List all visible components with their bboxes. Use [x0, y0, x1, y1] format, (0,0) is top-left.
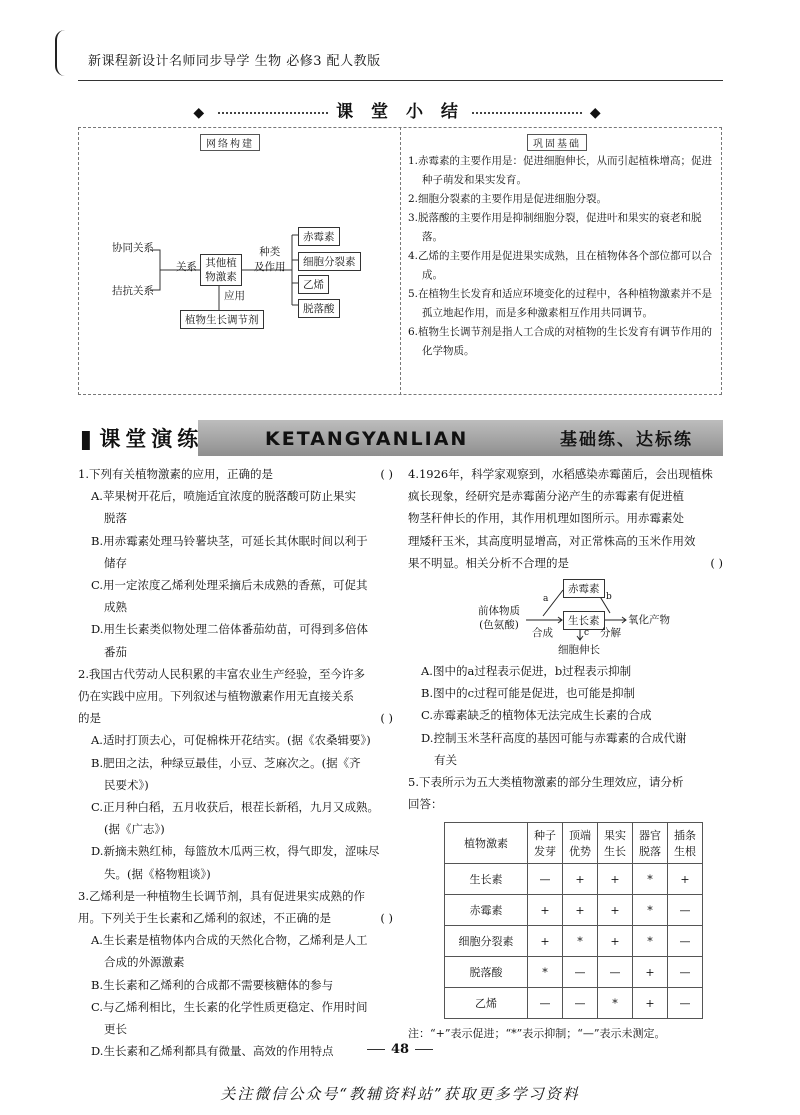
- option-c-cont: 更长: [104, 1022, 127, 1037]
- stem-text: 用。下列关于生长素和乙烯利的叙述，不正确的是: [78, 911, 331, 926]
- table-row: [445, 988, 703, 1019]
- table-cell: +: [598, 926, 633, 957]
- summary-point: 1.赤霉素的主要作用是：促进细胞伸长，从而引起植株增高；促进种子萌发和果实发育。: [408, 155, 713, 186]
- header-line: 器官: [639, 829, 661, 842]
- option-c: C.赤霉素缺乏的植物体无法完成生长素的合成: [421, 708, 652, 723]
- row-header: 细胞分裂素: [445, 926, 528, 957]
- process-c-label: c: [584, 628, 590, 638]
- option-d: D.生长素和乙烯利都具有微量、高效的作用特点: [91, 1044, 334, 1059]
- option-a-cont: 合成的外源激素: [104, 955, 185, 970]
- page-number-text: 48: [390, 1042, 410, 1057]
- table-cell: +: [598, 864, 633, 895]
- option-c: C.正月种白稻，五月收获后，根茬长新稻，九月又成熟。: [91, 800, 380, 815]
- header-line: 插条: [674, 829, 696, 842]
- summary-point: 3.脱落酸的主要作用是抑制细胞分裂，促进叶和果实的衰老和脱落。: [408, 212, 702, 243]
- table-cell: —: [668, 895, 703, 926]
- cytokinin-box: 细胞分裂素: [298, 252, 361, 271]
- table-cell: *: [563, 926, 598, 957]
- answer-paren: ( ): [380, 911, 393, 926]
- table-row: [445, 926, 703, 957]
- ethylene-box: 乙烯: [298, 275, 329, 294]
- question-2: [78, 663, 393, 885]
- header-line: 优势: [569, 845, 591, 858]
- elongation-node: 细胞伸长: [558, 644, 600, 656]
- question-stem: 2.我国古代劳动人民积累的丰富农业生产经验，至今许多: [78, 666, 365, 681]
- regulator-box: 植物生长调节剂: [180, 310, 264, 329]
- header-line: 生长: [604, 845, 626, 858]
- table-corner: 植物激素: [445, 823, 528, 864]
- question-3: [78, 885, 393, 1063]
- table-cell: +: [633, 988, 668, 1019]
- option-b: B.用赤霉素处理马铃薯块茎，可延长其休眠时间以利于: [91, 533, 368, 548]
- question-4-stem-cont: 疯长现象，经研究是赤霉菌分泌产生的赤霉素有促进植: [408, 489, 684, 504]
- header-line: 顶端: [569, 829, 591, 842]
- option-c-cont: 成熟: [104, 600, 127, 615]
- precursor-line-2: (色氨酸): [479, 619, 519, 631]
- answer-paren: ( ): [380, 467, 393, 481]
- option-d-cont: 有关: [434, 752, 457, 767]
- option-a-cont: 脱落: [104, 511, 127, 526]
- summary-divider: [400, 127, 401, 395]
- header-line: 脱落: [639, 845, 661, 858]
- question-stem-cont: 仍在实践中应用。下列叙述与植物激素作用无直接关系: [78, 689, 354, 704]
- table-header: [633, 823, 668, 864]
- table-cell: +: [598, 895, 633, 926]
- row-header: 赤霉素: [445, 895, 528, 926]
- practice-subtitle: 基础练、达标练: [560, 430, 693, 450]
- question-4-options: [408, 660, 723, 815]
- question-5-stem-cont: 回答：: [408, 797, 443, 812]
- row-header: 脱落酸: [445, 957, 528, 988]
- types-label: [254, 245, 286, 275]
- table-cell: —: [528, 988, 563, 1019]
- table-cell: —: [563, 957, 598, 988]
- basics-tag: 巩固基础: [527, 134, 587, 151]
- summary-point: 6.植物生长调节剂是指人工合成的对植物的生长发育有调节作用的化学物质。: [408, 326, 713, 357]
- table-cell: *: [633, 926, 668, 957]
- synergy-label: 协同关系: [112, 242, 154, 254]
- practice-title-text: 课堂演练: [99, 426, 204, 451]
- hormone-table: [444, 822, 703, 1019]
- option-c-cont: (据《广志》): [104, 822, 165, 837]
- table-cell: *: [598, 988, 633, 1019]
- table-cell: —: [528, 864, 563, 895]
- question-stem: 3.乙烯利是一种植物生长调节剂，具有促进果实成熟的作: [78, 888, 365, 903]
- question-4-stem: 4.1926年，科学家观察到，水稻感染赤霉菌后，会出现植株: [408, 467, 713, 481]
- option-d: D.用生长素类似物处理二倍体番茄幼苗，可得到多倍体: [91, 622, 368, 637]
- header-line: 发芽: [534, 845, 556, 858]
- gibberellin-node: 赤霉素: [563, 579, 605, 598]
- table-cell: +: [528, 926, 563, 957]
- row-header: 生长素: [445, 864, 528, 895]
- right-column: [408, 463, 723, 574]
- practice-romanized: KETANGYANLIAN: [265, 428, 469, 450]
- types-line-2: 及作用: [254, 261, 286, 273]
- left-column: [78, 463, 393, 1062]
- arrow-left-icon: ◆: [193, 105, 211, 121]
- table-row: [445, 864, 703, 895]
- network-tag: 网络构建: [200, 134, 260, 151]
- option-a: A.苹果树开花后，喷施适宜浓度的脱落酸可防止果实: [91, 489, 356, 504]
- concept-map: [78, 127, 400, 395]
- table-cell: —: [598, 957, 633, 988]
- table-header: [668, 823, 703, 864]
- table-header: [598, 823, 633, 864]
- process-a-label: a: [543, 594, 549, 604]
- page-number: [0, 1042, 800, 1057]
- header-rule: [78, 80, 723, 81]
- option-d-cont: 番茄: [104, 644, 127, 659]
- mechanism-diagram: [478, 578, 708, 658]
- table-cell: *: [633, 895, 668, 926]
- question-4-stem-cont: 理矮秆玉米，其高度明显增高，对正常株高的玉米作用效: [408, 533, 696, 548]
- table-cell: —: [668, 957, 703, 988]
- option-c: C.与乙烯利相比，生长素的化学性质更稳定、作用时间: [91, 999, 368, 1014]
- synthesis-label: 合成: [532, 627, 553, 639]
- summary-point: 5.在植物生长发育和适应环境变化的过程中，各种植物激素并不是孤立地起作用，而是多种激素相互作用共同调节。: [408, 288, 713, 319]
- answer-paren: ( ): [380, 711, 393, 726]
- table-cell: +: [633, 957, 668, 988]
- dash-divider: [415, 1049, 433, 1050]
- table-cell: *: [528, 957, 563, 988]
- question-4-stem-cont: [408, 552, 723, 574]
- summary-point: 2.细胞分裂素的主要作用是促进细胞分裂。: [408, 193, 608, 205]
- table-header: [528, 823, 563, 864]
- header-line: 果实: [604, 829, 626, 842]
- option-b-cont: 储存: [104, 555, 127, 570]
- row-header: 乙烯: [445, 988, 528, 1019]
- table-header-row: [445, 823, 703, 864]
- table-row: [445, 957, 703, 988]
- footer-note: 关注微信公众号“教辅资料站”获取更多学习资料: [220, 1085, 580, 1103]
- summary-points: [408, 152, 716, 361]
- apply-label: 应用: [224, 290, 245, 302]
- summary-title-text: 课 堂 小 结: [336, 102, 464, 122]
- question-stem: [78, 463, 393, 485]
- precursor-line-1: 前体物质: [478, 605, 520, 617]
- question-1: [78, 463, 393, 663]
- table-note: 注：“+”表示促进；“*”表示抑制；“—”表示未测定。: [408, 1027, 666, 1040]
- table-cell: +: [563, 864, 598, 895]
- table-cell: —: [668, 988, 703, 1019]
- table-row: [445, 895, 703, 926]
- stem-text: 的是: [78, 711, 101, 726]
- center-line-1: 其他植: [205, 257, 237, 269]
- center-line-2: 物激素: [205, 271, 237, 283]
- gibberellin-box: 赤霉素: [298, 227, 340, 246]
- stem-text: 果不明显。相关分析不合理的是: [408, 555, 569, 570]
- precursor-node: [478, 604, 520, 632]
- auxin-node: 生长素: [563, 611, 605, 630]
- book-title: 新课程新设计名师同步导学 生物 必修3 配人教版: [88, 54, 381, 69]
- arrow-right-icon: ◆: [589, 105, 607, 121]
- option-d-cont: 失。(据《格物粗谈》): [104, 866, 211, 881]
- table-cell: —: [668, 926, 703, 957]
- dots-divider: [472, 112, 582, 114]
- square-icon: ▋: [82, 431, 100, 450]
- option-a: A.生长素是植物体内合成的天然化合物，乙烯利是人工: [91, 933, 368, 948]
- option-b: B.生长素和乙烯利的合成都不需要核糖体的参与: [91, 977, 334, 992]
- table-cell: +: [668, 864, 703, 895]
- practice-title: [82, 423, 203, 453]
- process-b-label: b: [606, 592, 612, 602]
- dots-divider: [218, 112, 328, 114]
- oxidation-node: 氧化产物: [628, 614, 670, 626]
- option-a: A.图中的a过程表示促进，b过程表示抑制: [421, 664, 632, 678]
- header-line: 种子: [534, 829, 556, 842]
- question-stem-cont: [78, 707, 393, 729]
- header-line: 生根: [674, 845, 696, 858]
- dash-divider: [367, 1049, 385, 1050]
- question-stem-cont: [78, 907, 393, 929]
- table-header: [563, 823, 598, 864]
- summary-title: [0, 97, 800, 122]
- relation-label: 关系: [176, 261, 197, 273]
- stem-text: 1.下列有关植物激素的应用，正确的是: [78, 467, 273, 481]
- question-4-stem-cont: 物茎秆伸长的作用，其作用机理如图所示。用赤霉素处: [408, 511, 684, 526]
- table-cell: +: [528, 895, 563, 926]
- option-b: B.图中的c过程可能是促进，也可能是抑制: [421, 686, 636, 701]
- option-b: B.肥田之法，种绿豆最佳，小豆、芝麻次之。(据《齐: [91, 755, 361, 770]
- question-5-stem: 5.下表所示为五大类植物激素的部分生理效应，请分析: [408, 775, 684, 790]
- other-hormones-box: [200, 254, 242, 286]
- table-cell: +: [563, 895, 598, 926]
- table-cell: —: [563, 988, 598, 1019]
- option-d: D.控制玉米茎秆高度的基因可能与赤霉素的合成代谢: [421, 730, 687, 745]
- option-a: A.适时打顶去心，可促棉株开花结实。(据《农桑辑要》): [91, 733, 371, 748]
- antagonism-label: 拮抗关系: [112, 285, 154, 297]
- option-b-cont: 民要术》): [104, 777, 149, 792]
- types-line-1: 种类: [259, 246, 281, 258]
- decompose-label: 分解: [600, 627, 621, 639]
- abscisic-acid-box: 脱落酸: [298, 299, 340, 318]
- option-d: D.新摘未熟红柿，每篮放木瓜两三枚，得气即发，涩味尽: [91, 844, 380, 859]
- header-ornament: [55, 30, 69, 76]
- table-cell: *: [633, 864, 668, 895]
- summary-point: 4.乙烯的主要作用是促进果实成熟，且在植物体各个部位都可以合成。: [408, 250, 713, 281]
- option-c: C.用一定浓度乙烯利处理采摘后未成熟的香蕉，可促其: [91, 578, 368, 593]
- answer-paren: ( ): [710, 555, 723, 570]
